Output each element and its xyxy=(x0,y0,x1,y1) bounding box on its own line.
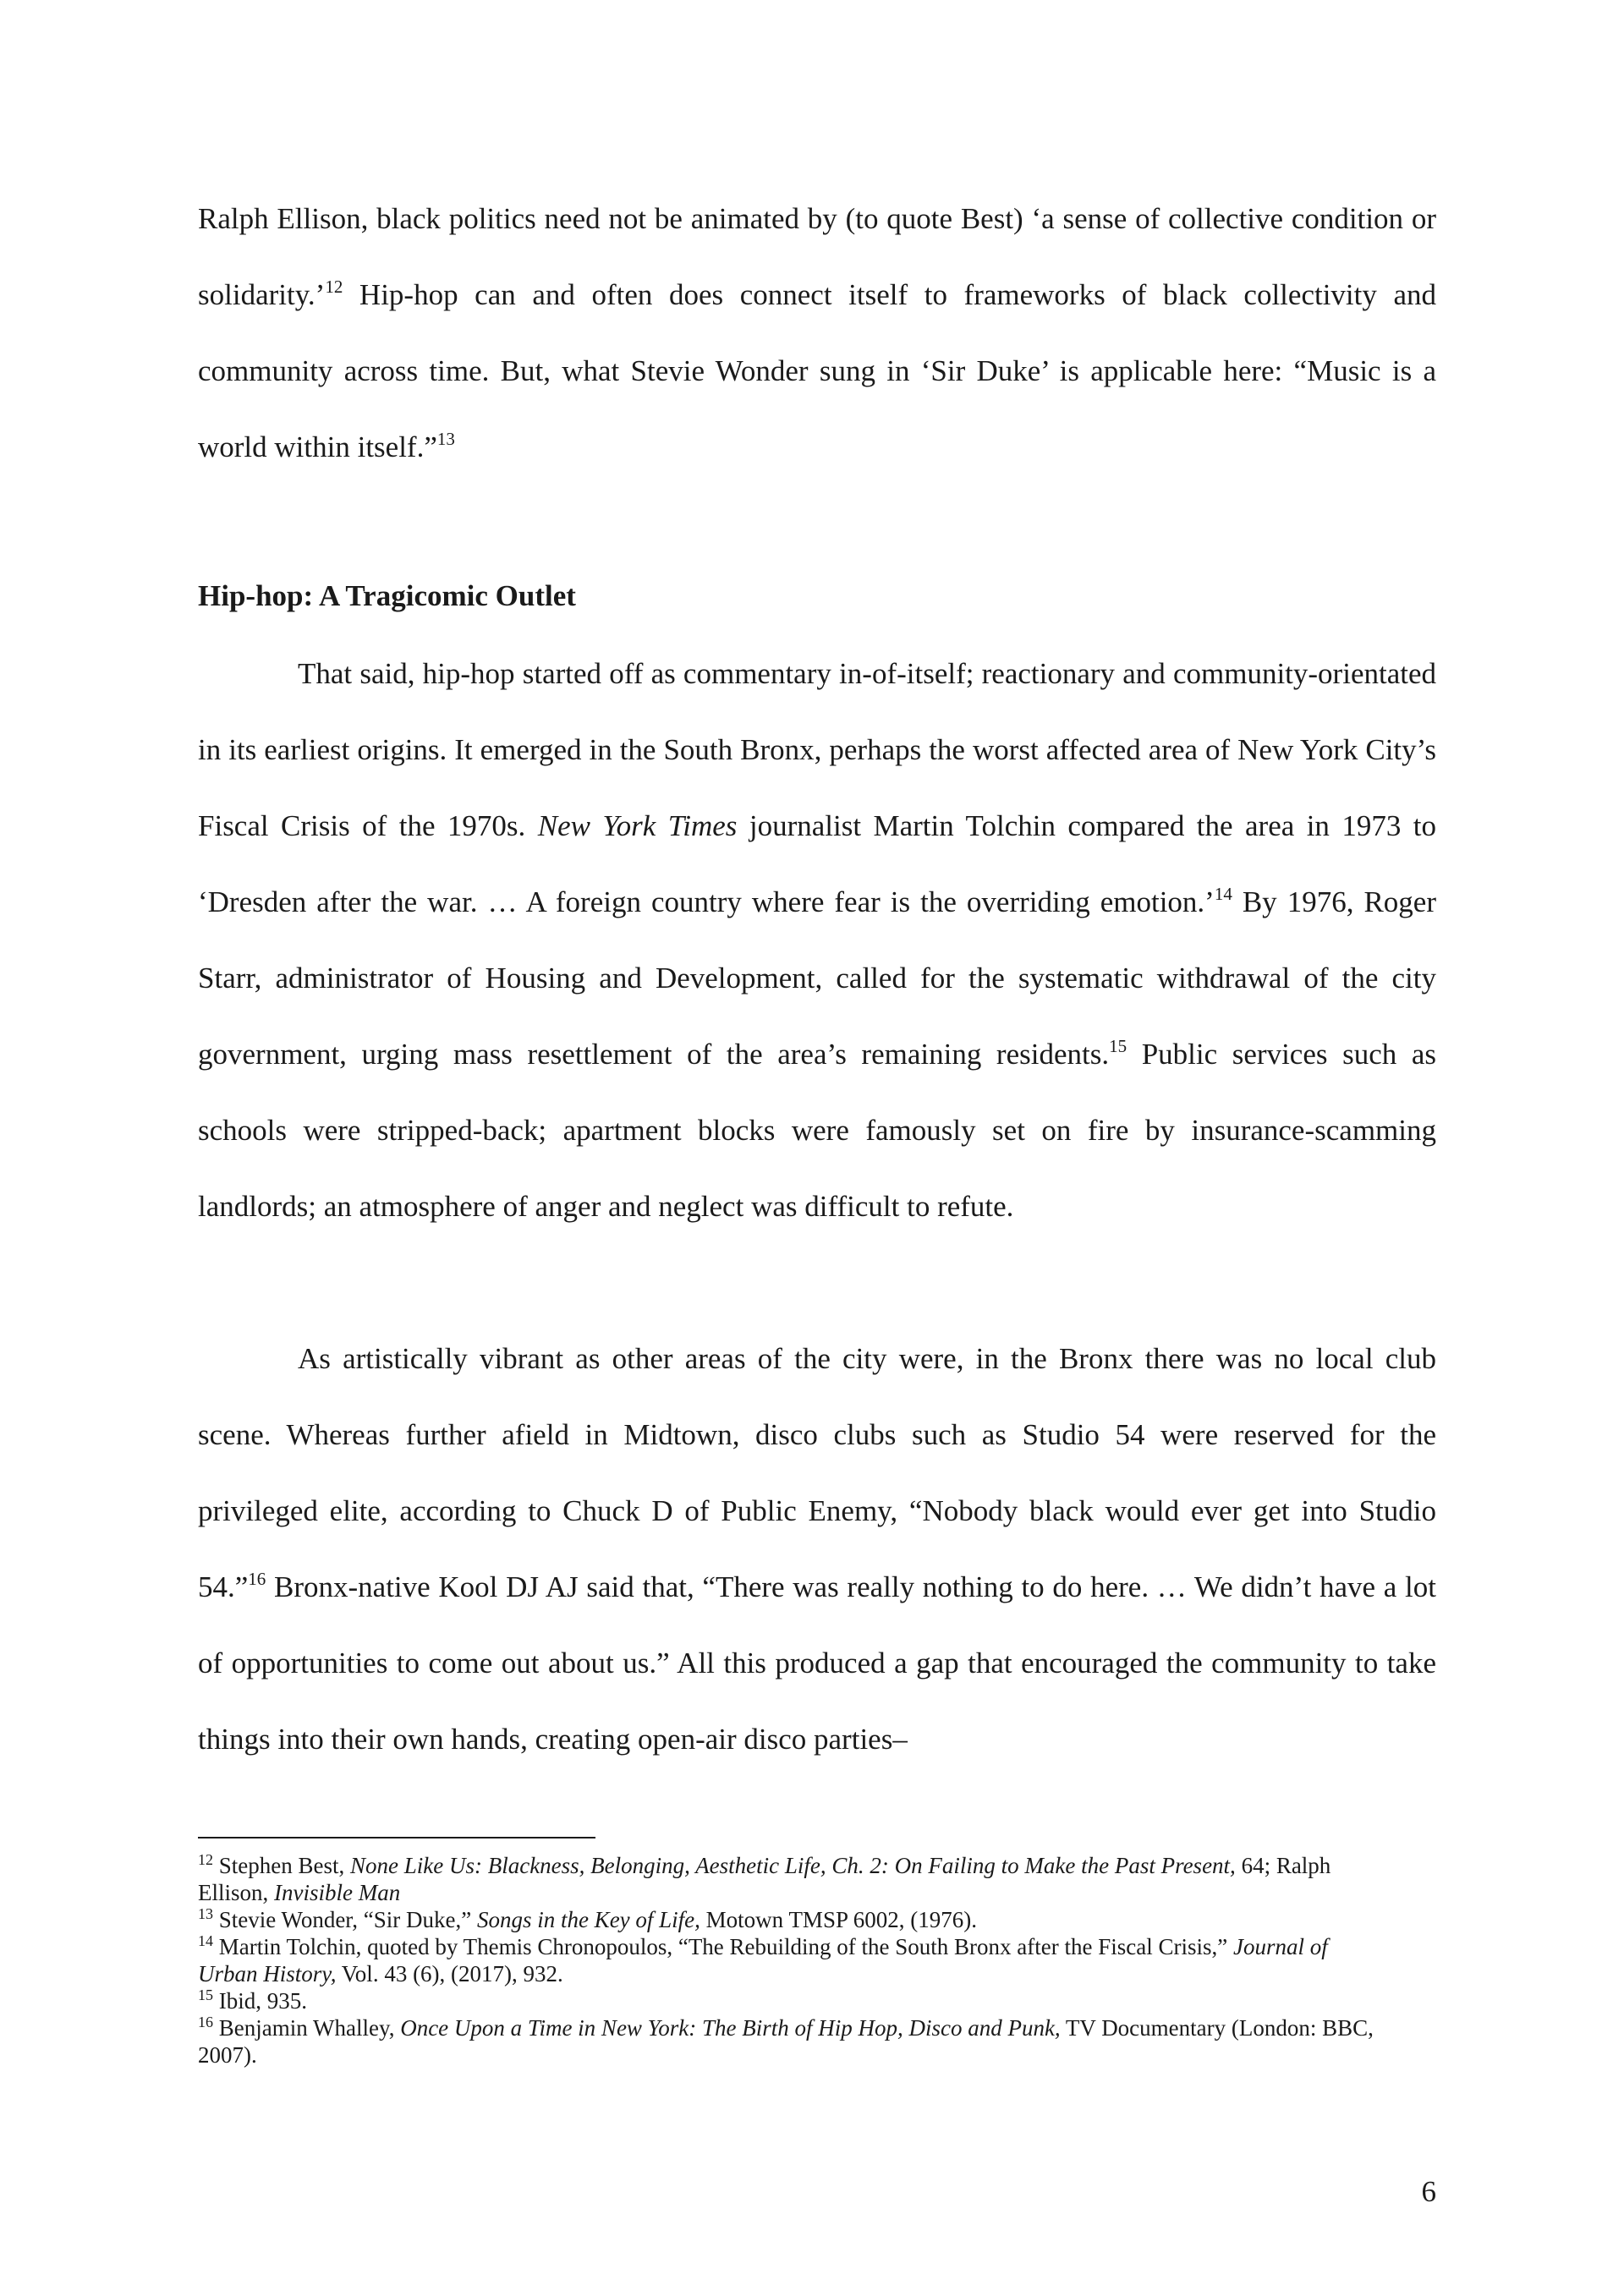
paragraph-text: Public services such as schools were stripped-back; apartment blocks were famously set on fire by insurance-scamming landlords; an atmosphere of anger and neglect was difficult to refute. xyxy=(198,1038,1436,1223)
paragraph-text: journalist Martin Tolchin compared the area in 1973 to ‘Dresden after the war. … A foreign country where fear is the overriding emotion.’ xyxy=(198,809,1436,918)
footnote-13 xyxy=(198,1906,1382,1933)
footnote-italic: Invisible Man xyxy=(274,1880,401,1905)
footnote-text: Motown TMSP 6002, (1976). xyxy=(700,1907,977,1932)
footnote-number: 12 xyxy=(198,1851,213,1868)
paragraph-text: Bronx-native Kool DJ AJ said that, “There was really nothing to do here. … We didn’t have a lot of opportunities to come out about us.” All this produced a gap that encouraged the community to take things into their own hands, creating open-air disco parties– xyxy=(198,1570,1436,1756)
footnote-italic: None Like Us: Blackness, Belonging, Aesthetic Life, Ch. 2: On Failing to Make the Past Present, xyxy=(350,1853,1236,1878)
footnote-ref-13[interactable]: 13 xyxy=(436,429,455,449)
footnote-italic: Once Upon a Time in New York: The Birth of Hip Hop, Disco and Punk, xyxy=(400,2015,1061,2041)
footnote-text: Ibid, 935. xyxy=(213,1988,307,2014)
footnote-text: Stevie Wonder, “Sir Duke,” xyxy=(213,1907,477,1932)
paragraph-text: By 1976, Roger Starr, administrator of Housing and Development, called for the systematic withdrawal of the city government, urging mass resettlement of the area’s remaining residents. xyxy=(198,885,1436,1071)
footnote-ref-16[interactable]: 16 xyxy=(248,1569,266,1589)
body-paragraph-2 xyxy=(198,636,1436,1245)
footnote-12 xyxy=(198,1852,1382,1906)
footnote-number: 16 xyxy=(198,2014,213,2030)
paragraph-text: As artistically vibrant as other areas of the city were, in the Bronx there was no local club scene. Whereas further afield in Midtown, disco clubs such as Studio 54 were reserved for the privileged elite, according to Chuck D of Public Enemy, “Nobody black would ever get into Studio 54.” xyxy=(198,1342,1436,1603)
body-paragraph-1 xyxy=(198,181,1436,485)
italic-title: New York Times xyxy=(537,809,738,842)
footnote-number: 13 xyxy=(198,1905,213,1922)
footnote-14 xyxy=(198,1933,1382,1987)
footnote-text: Stephen Best, xyxy=(213,1853,350,1878)
footnote-number: 15 xyxy=(198,1986,213,2003)
page-number: 6 xyxy=(1421,2175,1436,2208)
footnote-italic: Songs in the Key of Life, xyxy=(476,1907,700,1932)
paragraph-text: Ralph Ellison, black politics need not be animated by (to quote Best) ‘a sense of collective condition or solidarity.’ xyxy=(198,202,1436,311)
paragraph-text: That said, hip-hop started off as commentary in-of-itself; reactionary and community-orientated in its earliest origins. It emerged in the South Bronx, perhaps the worst affected area of New York City’s Fiscal Crisis of the 1970s. xyxy=(198,657,1436,842)
footnote-15 xyxy=(198,1987,1382,2014)
footnote-ref-14[interactable]: 14 xyxy=(1214,884,1232,904)
footnote-text: Vol. 43 (6), (2017), 932. xyxy=(336,1961,563,1986)
body-paragraph-3 xyxy=(198,1321,1436,1778)
footnote-text: 64; Ralph Ellison, xyxy=(198,1853,1331,1905)
footnote-number: 14 xyxy=(198,1932,213,1949)
footnotes xyxy=(198,1852,1382,2069)
footnote-16 xyxy=(198,2014,1382,2069)
footnote-text: Martin Tolchin, quoted by Themis Chronopoulos, “The Rebuilding of the South Bronx after the Fiscal Crisis,” xyxy=(213,1934,1233,1959)
paragraph-text: Hip-hop can and often does connect itself to frameworks of black collectivity and community across time. But, what Stevie Wonder sung in ‘Sir Duke’ is applicable here: “Music is a world within itself.” xyxy=(198,278,1436,463)
footnote-italic: Journal of Urban History, xyxy=(198,1934,1328,1986)
footnote-text: Benjamin Whalley, xyxy=(213,2015,401,2041)
section-heading: Hip-hop: A Tragicomic Outlet xyxy=(198,579,576,612)
footnote-ref-15[interactable]: 15 xyxy=(1109,1036,1127,1056)
footnote-ref-12[interactable]: 12 xyxy=(325,277,343,297)
footnote-separator xyxy=(198,1837,595,1838)
footnote-text: TV Documentary (London: BBC, 2007). xyxy=(198,2015,1374,2068)
